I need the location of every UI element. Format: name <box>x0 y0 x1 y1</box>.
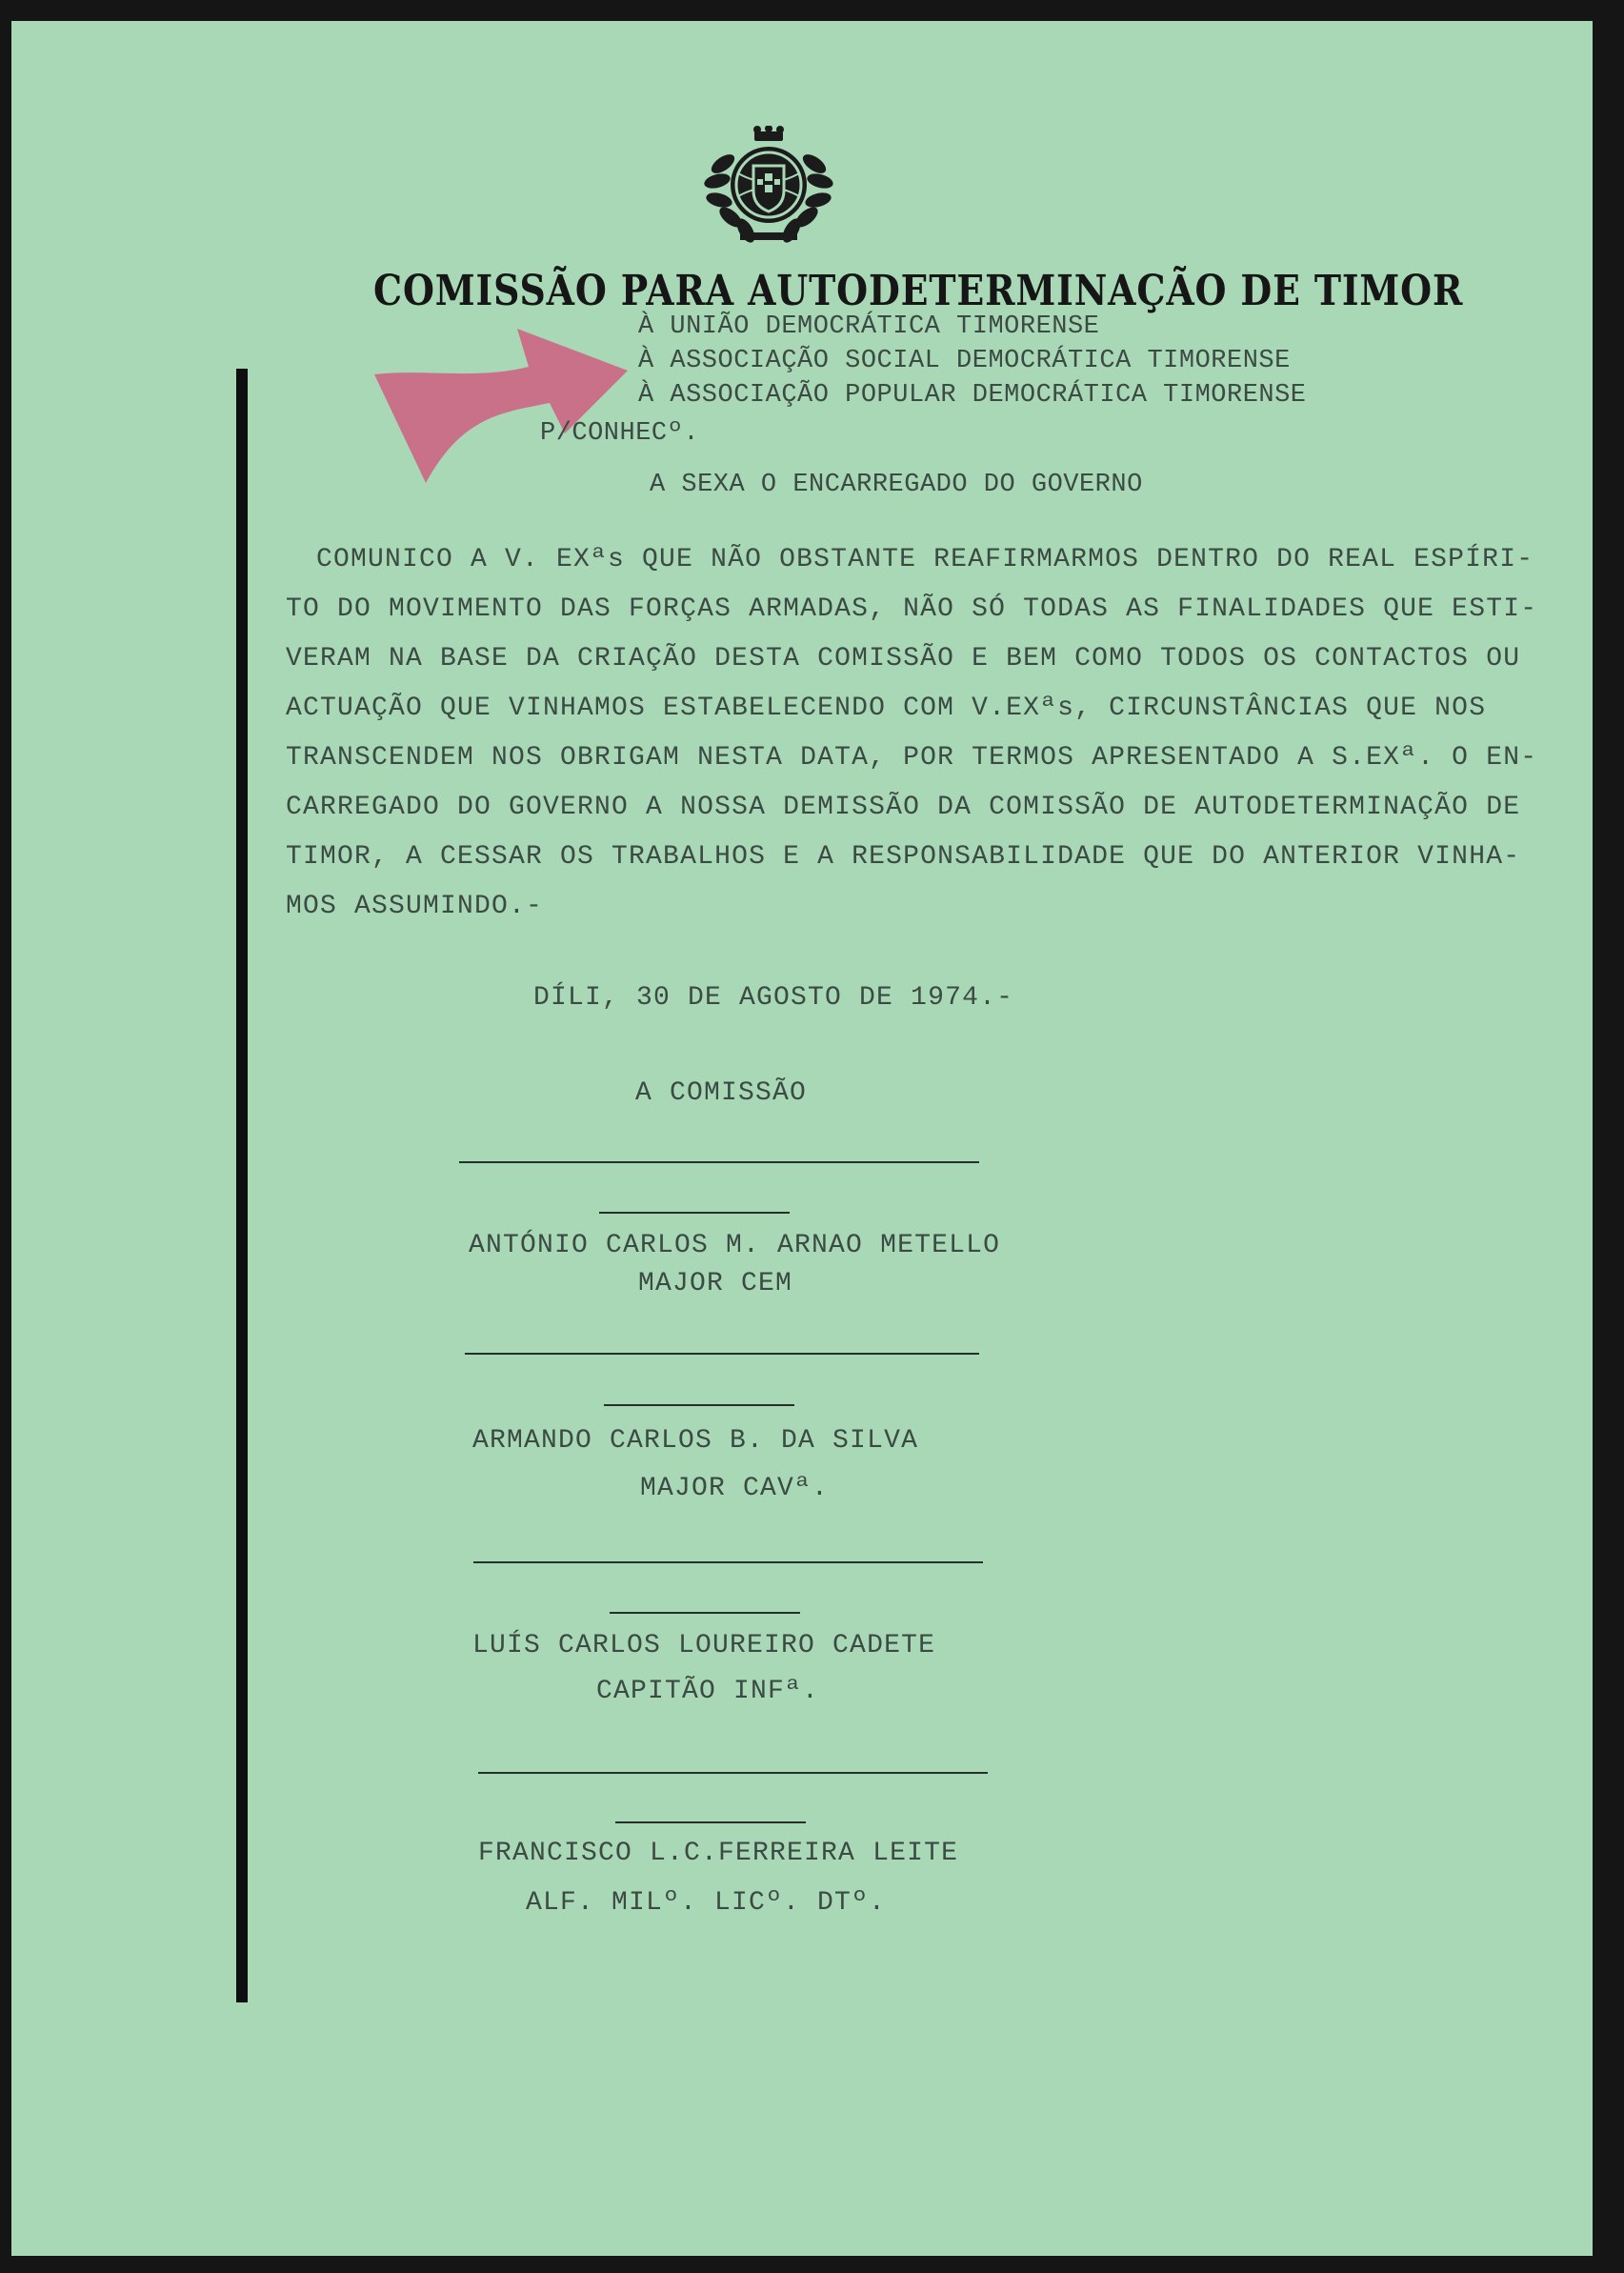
signatory-name: LUÍS CARLOS LOUREIRO CADETE <box>472 1631 936 1660</box>
body-line: COMUNICO A V. EXªs QUE NÃO OBSTANTE REAFIRMARMOS DENTRO DO REAL ESPÍRI- <box>316 545 1534 574</box>
signatory-rank: CAPITÃO INFª. <box>596 1677 820 1706</box>
signatory-rank: MAJOR CAVª. <box>640 1474 830 1503</box>
signature-underline <box>610 1612 800 1614</box>
margin-bar <box>236 369 248 2002</box>
letterhead-title: COMISSÃO PARA AUTODETERMINAÇÃO DE TIMOR <box>373 267 1464 315</box>
body-line: CARREGADO DO GOVERNO A NOSSA DEMISSÃO DA COMISSÃO DE AUTODETERMINAÇÃO DE <box>286 793 1521 822</box>
closing-line: A COMISSÃO <box>635 1078 808 1108</box>
signature-line <box>465 1353 979 1355</box>
signature-line <box>478 1772 988 1774</box>
signatory-name: FRANCISCO L.C.FERREIRA LEITE <box>478 1839 959 1868</box>
body-line: MOS ASSUMINDO.- <box>286 892 544 921</box>
body-line: TIMOR, A CESSAR OS TRABALHOS E A RESPONSABILIDADE QUE DO ANTERIOR VINHA- <box>286 842 1521 872</box>
body-line: ACTUAÇÃO QUE VINHAMOS ESTABELECENDO COM V.EXªs, CIRCUNSTÂNCIAS QUE NOS <box>286 694 1487 723</box>
signature-line <box>473 1561 983 1563</box>
document-page <box>11 21 1593 2256</box>
signatory-rank: MAJOR CEM <box>638 1269 793 1298</box>
body-line: VERAM NA BASE DA CRIAÇÃO DESTA COMISSÃO E BEM COMO TODOS OS CONTACTOS OU <box>286 644 1521 674</box>
signature-underline <box>599 1212 790 1214</box>
signatory-name: ANTÓNIO CARLOS M. ARNAO METELLO <box>469 1231 1001 1260</box>
recipient-line: À ASSOCIAÇÃO SOCIAL DEMOCRÁTICA TIMORENSE <box>638 347 1291 375</box>
body-line: TRANSCENDEM NOS OBRIGAM NESTA DATA, POR TERMOS APRESENTADO A S.EXª. O EN- <box>286 743 1538 773</box>
body-line: TO DO MOVIMENTO DAS FORÇAS ARMADAS, NÃO SÓ TODAS AS FINALIDADES QUE ESTI- <box>286 594 1538 624</box>
cc-recipient: A SEXA O ENCARREGADO DO GOVERNO <box>650 471 1143 499</box>
signature-underline <box>604 1404 794 1406</box>
coat-of-arms-emblem <box>702 126 835 250</box>
date-line: DÍLI, 30 DE AGOSTO DE 1974.- <box>533 983 1014 1013</box>
signatory-name: ARMANDO CARLOS B. DA SILVA <box>472 1426 919 1456</box>
recipient-line: À UNIÃO DEMOCRÁTICA TIMORENSE <box>638 312 1100 341</box>
signature-line <box>459 1161 979 1163</box>
signatory-rank: ALF. MILº. LICº. DTº. <box>526 1888 887 1918</box>
recipient-line: À ASSOCIAÇÃO POPULAR DEMOCRÁTICA TIMORENSE <box>638 381 1307 410</box>
red-arrow-stamp-icon <box>369 321 635 488</box>
cc-label: P/CONHECº. <box>540 419 700 448</box>
signature-underline <box>615 1821 806 1823</box>
